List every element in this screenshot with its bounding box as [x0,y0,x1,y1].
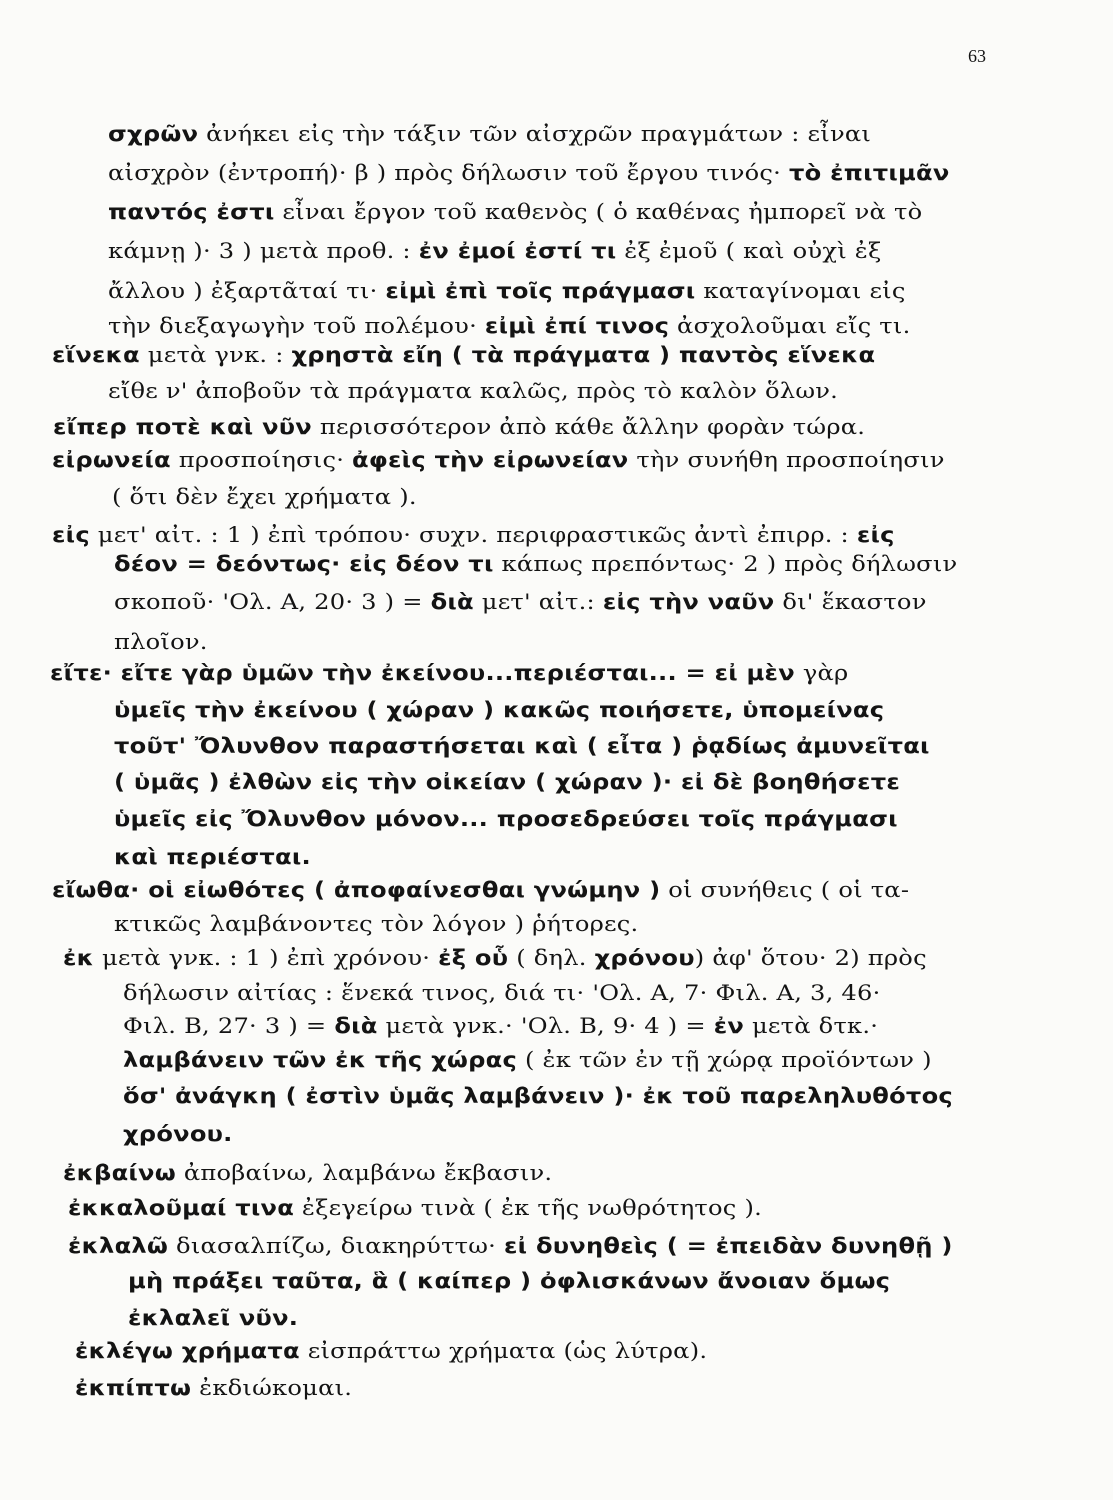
entry-line-17: ὑμεῖς τὴν ἐκείνου ( χώραν ) κακῶς ποιήσετε, ὑπομείνας [114,698,885,722]
entry-line-5: ἄλλου ) ἐξαρτᾶταί τι· εἰμὶ ἐπὶ τοῖς πράγμασι καταγίνομαι εἰς [108,279,906,303]
entry-line-16: εἴτε· εἴτε γὰρ ὑμῶν τὴν ἐκείνου...περιέσται... = εἰ μὲν γὰρ [50,661,849,685]
entry-line-8: εἴθε ν' ἀποβοῦν τὰ πράγματα καλῶς, πρὸς τὸ καλὸν ὅλων. [108,379,839,403]
entry-line-20: ὑμεῖς εἰς Ὄλυνθον μόνον... προσεδρεύσει τοῖς πράγμασι [114,807,898,831]
entry-line-6: τὴν διεξαγωγὴν τοῦ πολέμου· εἰμὶ ἐπί τινος ἀσχολοῦμαι εἴς τι. [108,314,911,338]
entry-line-30: ἐκβαίνω ἀποβαίνω, λαμβάνω ἔκβασιν. [63,1161,553,1185]
entry-line-36: ἐκπίπτω ἐκδιώκομαι. [75,1376,353,1400]
entry-line-22: εἴωθα· οἱ εἰωθότες ( ἀποφαίνεσθαι γνώμην ) οἱ συνήθεις ( οἱ τα- [52,878,910,902]
entry-line-23: κτικῶς λαμβάνοντες τὸν λόγον ) ῥήτορες. [114,912,639,936]
entry-line-26: Φιλ. Β, 27· 3 ) = διὰ μετὰ γνκ.· 'Ολ. Β, 9· 4 ) = ἐν μετὰ δτκ.· [123,1014,879,1038]
entry-line-2: αἰσχρὸν (ἐντροπή)· β ) πρὸς δήλωσιν τοῦ ἔργου τινός· τὸ ἐπιτιμᾶν [108,161,950,185]
entry-line-19: ( ὑμᾶς ) ἐλθὼν εἰς τὴν οἰκείαν ( χώραν )· εἰ δὲ βοηθήσετε [114,770,901,794]
entry-line-14: σκοποῦ· 'Ολ. Α, 20· 3 ) = διὰ μετ' αἰτ.: εἰς τὴν ναῦν δι' ἕκαστον [114,590,927,614]
entry-line-10: εἰρωνεία προσποίησις· ἀφεὶς τὴν εἰρωνείαν τὴν συνήθη προσποίησιν [52,448,945,472]
entry-line-21: καὶ περιέσται. [114,845,311,869]
entry-line-27: λαμβάνειν τῶν ἐκ τῆς χώρας ( ἐκ τῶν ἐν τῇ χώρᾳ προϊόντων ) [123,1048,932,1072]
entry-line-34: ἐκλαλεῖ νῦν. [128,1306,299,1330]
entry-line-7: εἵνεκα μετὰ γνκ. : χρηστὰ εἴη ( τὰ πράγματα ) παντὸς εἵνεκα [52,343,876,367]
entry-line-11: ( ὅτι δὲν ἔχει χρήματα ). [112,485,417,509]
entry-line-35: ἐκλέγω χρήματα εἰσπράττω χρήματα (ὡς λύτρα). [75,1339,708,1363]
entry-line-18: τοῦτ' Ὄλυνθον παραστήσεται καὶ ( εἶτα ) ῥᾳδίως ἀμυνεῖται [114,734,930,758]
entry-line-29: χρόνου. [123,1122,233,1146]
entry-line-31: ἐκκαλοῦμαί τινα ἐξεγείρω τινὰ ( ἐκ τῆς νωθρότητος ). [68,1196,763,1220]
page-number: 63 [968,46,986,66]
entry-line-33: μὴ πράξει ταῦτα, ἃ ( καίπερ ) ὀφλισκάνων ἄνοιαν ὅμως [128,1269,891,1293]
entry-line-15: πλοῖον. [114,630,208,654]
entry-line-25: δήλωσιν αἰτίας : ἕνεκά τινος, διά τι· 'Ολ. Α, 7· Φιλ. Α, 3, 46· [123,981,881,1005]
entry-line-1: σχρῶν ἀνήκει εἰς τὴν τάξιν τῶν αἰσχρῶν πραγμάτων : εἶναι [108,122,872,146]
entry-line-28: ὅσ' ἀνάγκη ( ἐστὶν ὑμᾶς λαμβάνειν )· ἐκ τοῦ παρεληλυθότος [123,1084,953,1108]
entry-line-9: εἴπερ ποτὲ καὶ νῦν περισσότερον ἀπὸ κάθε ἄλλην φορὰν τώρα. [53,415,866,439]
entry-line-24: ἐκ μετὰ γνκ. : 1 ) ἐπὶ χρόνου· ἐξ οὗ ( δηλ. χρόνου) ἀφ' ὅτου· 2) πρὸς [63,946,927,970]
entry-line-32: ἐκλαλῶ διασαλπίζω, διακηρύττω· εἰ δυνηθεὶς ( = ἐπειδὰν δυνηθῇ ) [68,1234,953,1258]
entry-line-13: δέον = δεόντως· εἰς δέον τι κάπως πρεπόντως· 2 ) πρὸς δήλωσιν [114,552,958,576]
entry-line-3: παντός ἐστι εἶναι ἔργον τοῦ καθενὸς ( ὁ καθένας ἠμπορεῖ νὰ τὸ [108,200,923,224]
entry-line-4: κάμνῃ )· 3 ) μετὰ προθ. : ἐν ἐμοί ἐστί τι ἐξ ἐμοῦ ( καὶ οὐχὶ ἐξ [108,239,882,263]
entry-line-12: εἰς μετ' αἰτ. : 1 ) ἐπὶ τρόπου· συχν. περιφραστικῶς ἀντὶ ἐπιρρ. : εἰς [52,523,895,547]
